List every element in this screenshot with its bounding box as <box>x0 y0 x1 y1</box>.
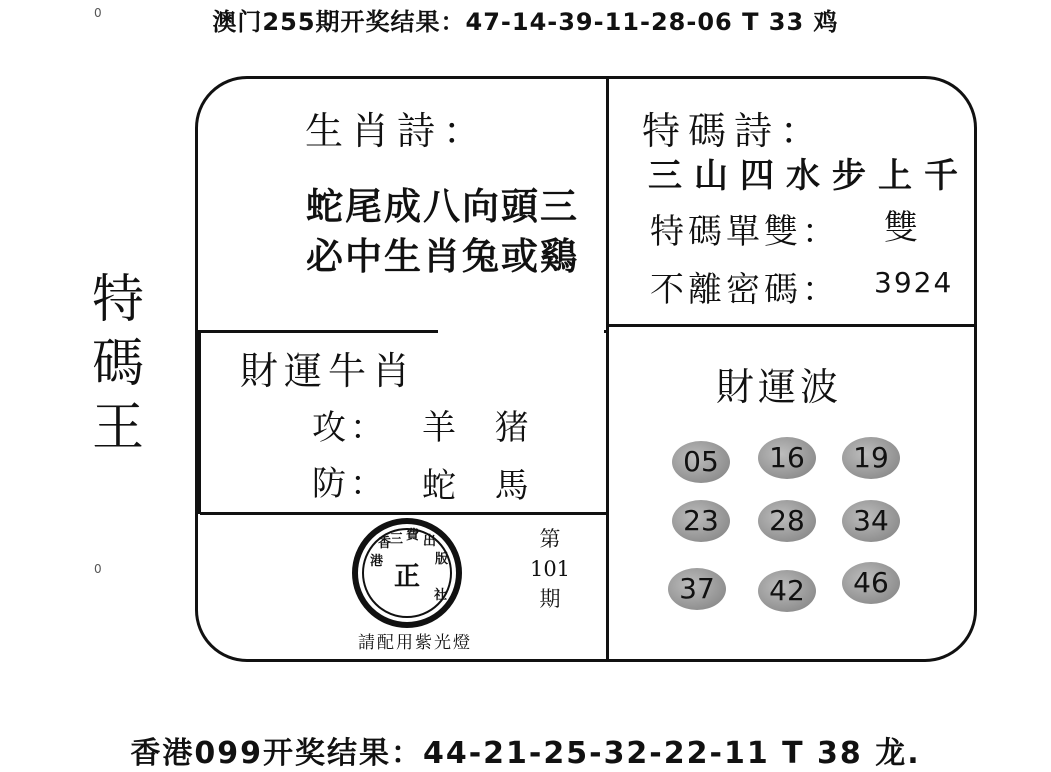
seal-ring-char: 香 <box>378 536 392 551</box>
issue-value: 101 <box>529 557 571 581</box>
odd-even-value: 雙 <box>884 208 918 248</box>
right-divider <box>609 324 975 327</box>
seal-ring-char: 三 <box>390 532 404 547</box>
number-ball: 28 <box>758 500 816 542</box>
side-title-char: 碼 <box>91 334 144 394</box>
zodiac-poem-heading: 生肖詩： <box>305 109 490 153</box>
special-poem-heading: 特碼詩： <box>642 109 827 153</box>
never-leave-label: 不離密碼： <box>650 270 840 310</box>
seal-ring-char: 港 <box>370 554 384 569</box>
vertical-divider <box>606 78 609 660</box>
defend-value: 蛇 馬 <box>422 466 543 506</box>
seal-ring-char: 出 <box>423 534 437 549</box>
number-ball: 23 <box>672 500 730 542</box>
number-ball: 19 <box>842 437 900 479</box>
defend-label: 防： <box>312 464 388 504</box>
attack-value: 羊 猪 <box>422 408 543 448</box>
number-ball: 42 <box>758 570 816 612</box>
seal-center-char: 正 <box>393 562 420 592</box>
number-ball: 34 <box>842 500 900 542</box>
left-inner-border <box>198 332 201 514</box>
seal-ring-char: 費 <box>406 528 420 543</box>
side-title-char: 王 <box>91 398 144 458</box>
seal-note: 請配用紫光燈 <box>358 633 472 653</box>
number-ball: 16 <box>758 437 816 479</box>
issue-suffix: 期 <box>539 587 561 611</box>
never-leave-value: 3924 <box>874 266 954 299</box>
number-ball: 05 <box>672 441 730 483</box>
scan-mark: 0 <box>94 6 102 20</box>
scan-mark: 0 <box>94 562 102 576</box>
left-lower-divider <box>200 512 606 515</box>
odd-even-label: 特碼單雙： <box>650 212 840 252</box>
attack-label: 攻： <box>312 408 388 448</box>
side-title-char: 特 <box>91 270 144 330</box>
zodiac-poem-line: 蛇尾成八向頭三 <box>306 184 579 228</box>
fortune-zodiac-heading: 財運牛肖 <box>240 349 417 393</box>
seal-ring-char: 版 <box>435 552 449 567</box>
zodiac-poem-line: 必中生肖兔或鷄 <box>306 234 579 278</box>
seal-ring-char: 社 <box>434 588 448 603</box>
erased-patch <box>438 320 604 344</box>
special-poem-line: 三山四水步上千 <box>648 156 970 196</box>
number-ball: 37 <box>668 568 726 610</box>
issue-prefix: 第 <box>539 527 561 551</box>
hongkong-result-line: 香港099开奖结果：44-21-25-32-22-11 T 38 龙. <box>130 736 921 771</box>
macau-result-line: 澳门255期开奖结果：47-14-39-11-28-06 T 33 鸡 <box>212 8 839 36</box>
fortune-wave-heading: 財運波 <box>716 365 843 409</box>
side-title <box>78 268 158 460</box>
issue-number <box>520 524 580 614</box>
number-ball: 46 <box>842 562 900 604</box>
